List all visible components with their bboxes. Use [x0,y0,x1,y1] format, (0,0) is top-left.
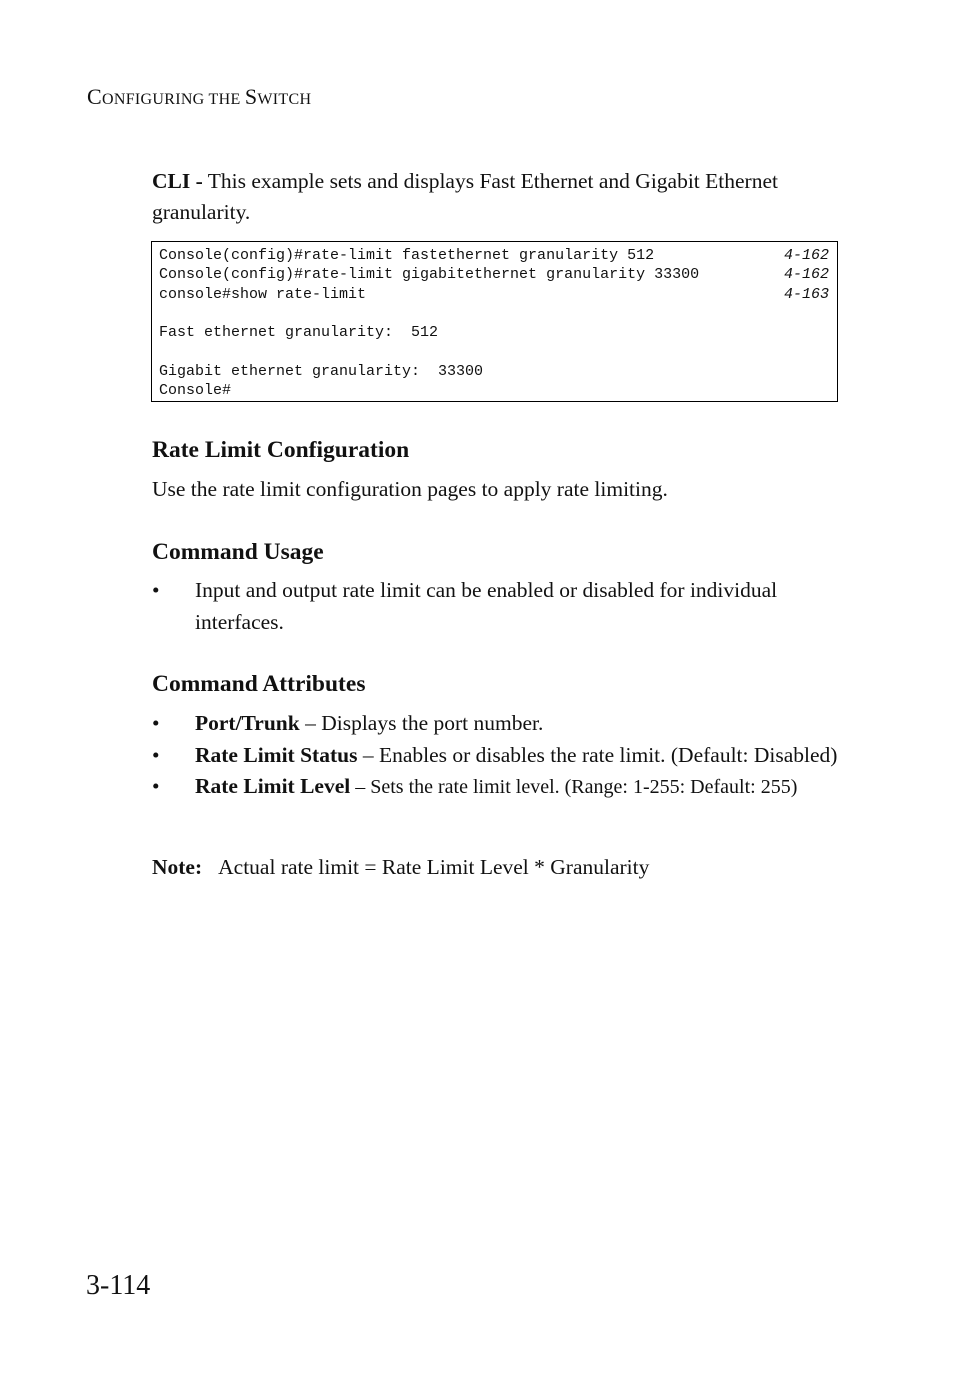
running-head-part-2: WITCH [257,91,312,108]
attribute-description: – Displays the port number. [299,711,544,735]
intro-label: CLI - [152,169,203,193]
heading-command-usage: Command Usage [152,539,324,565]
intro-text: This example sets and displays Fast Ethernet and Gigabit Ethernet granularity. [152,169,778,224]
usage-text: Input and output rate limit can be enabled or disabled for individual interfaces. [195,578,778,634]
bullet-marker: • [152,578,160,602]
note [152,855,649,880]
note-text: Actual rate limit = Rate Limit Level * Granularity [218,855,650,879]
code-command: Console# [159,382,232,400]
code-line [159,323,829,342]
running-head-initial-s: S [244,84,258,109]
list-item [152,575,852,638]
list-item [152,771,852,804]
code-command: Gigabit ethernet granularity: 33300 [159,362,484,380]
code-line [159,265,829,284]
bullet-marker: • [152,774,160,798]
heading-command-attributes: Command Attributes [152,671,366,697]
code-line [159,342,829,361]
code-line [159,285,829,304]
code-line [159,381,829,400]
running-head-part-1: ONFIGURING THE [101,91,245,108]
code-line [159,362,829,381]
code-command: Fast ethernet granularity: 512 [159,324,439,342]
attribute-term: Rate Limit Level [195,774,351,798]
bullet-marker: • [152,711,160,735]
running-head-initial-c: C [87,84,102,109]
running-head [87,84,311,110]
code-page-ref: 4-162 [783,247,829,264]
code-command: console#show rate-limit [159,285,367,303]
bullet-marker: • [152,742,160,767]
code-page-ref: 4-163 [783,285,829,303]
command-attributes-list [152,708,852,804]
code-line [159,246,829,265]
list-item [152,740,852,772]
page-number: 3-114 [86,1270,151,1301]
code-page-ref: 4-162 [783,266,829,284]
intro-paragraph [152,166,842,228]
rate-limit-configuration-paragraph: Use the rate limit configuration pages to apply rate limiting. [152,477,668,501]
list-item [152,708,852,740]
attribute-description: – Enables or disables the rate limit. (Default: Disabled) [357,742,838,767]
cli-code-block [151,241,838,402]
code-line [159,304,829,323]
attribute-term: Rate Limit Status [195,742,358,767]
command-usage-list [152,575,852,638]
attribute-description: – Sets the rate limit level. (Range: 1-255: Default: 255) [350,776,798,798]
heading-rate-limit-configuration: Rate Limit Configuration [152,437,410,463]
code-command: Console(config)#rate-limit gigabitethernet granularity 33300 [159,266,700,284]
note-label: Note: [152,855,203,879]
attribute-term: Port/Trunk [195,711,300,735]
code-command: Console(config)#rate-limit fastethernet granularity 512 [159,247,655,264]
